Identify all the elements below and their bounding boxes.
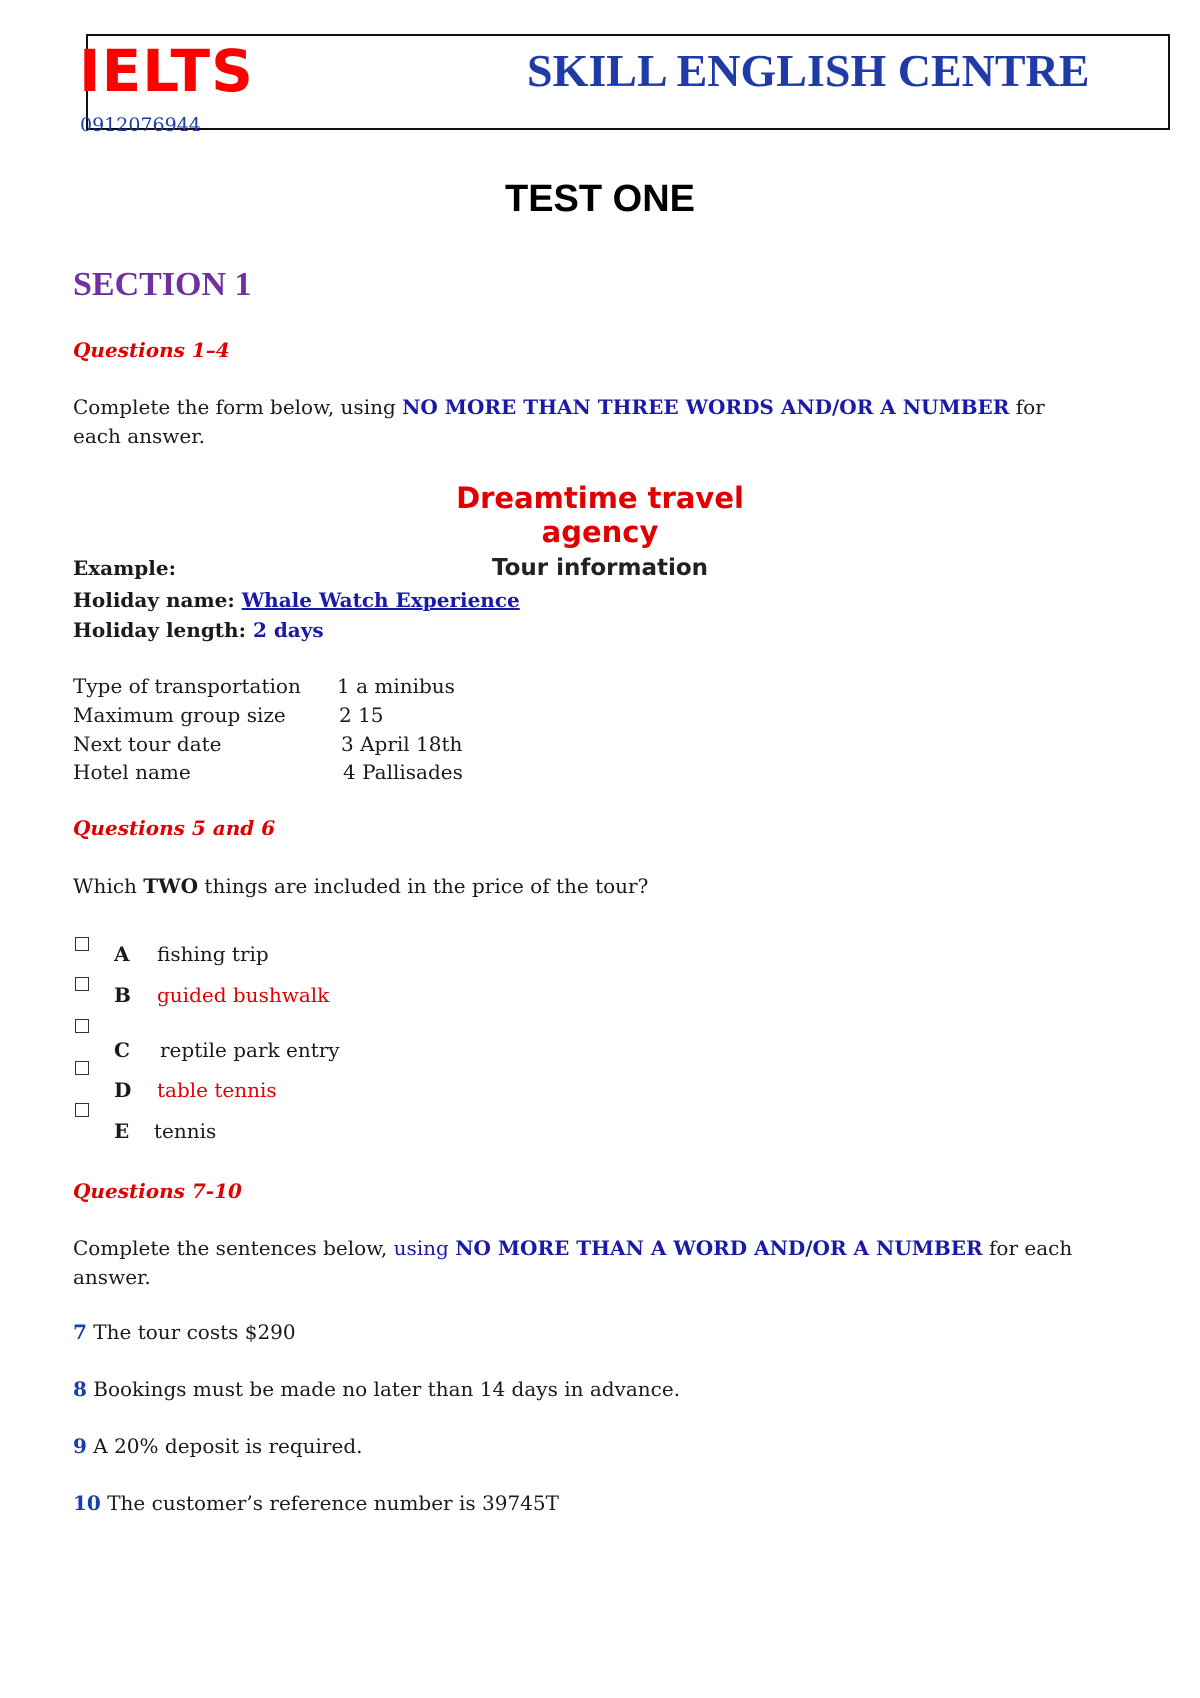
sentence-text: The customer’s reference number is 39745T xyxy=(107,1491,559,1515)
sentence-number: 7 xyxy=(73,1320,87,1344)
prompt-text-end: things are included in the price of the tour? xyxy=(198,874,649,898)
questions-7-10-instructions xyxy=(73,1234,1093,1292)
sentence-9 xyxy=(73,1436,362,1456)
option-checkbox[interactable] xyxy=(75,977,89,991)
prompt-emphasis: TWO xyxy=(143,874,199,898)
sentence-text: The tour costs $290 xyxy=(93,1320,296,1344)
sentence-number: 9 xyxy=(73,1434,87,1458)
sentence-7 xyxy=(73,1322,296,1342)
sentence-text: A 20% deposit is required. xyxy=(93,1434,363,1458)
sentence-number: 8 xyxy=(73,1377,87,1401)
option-letter: D xyxy=(114,1078,132,1102)
form-row-answer: 4 Pallisades xyxy=(343,760,463,784)
questions-5-6-heading: Questions 5 and 6 xyxy=(73,816,276,840)
form-row-answer: 2 15 xyxy=(339,703,384,727)
instr-word-limit: NO MORE THAN THREE WORDS AND/OR A NUMBER xyxy=(402,395,1010,419)
questions-5-6-prompt xyxy=(73,872,648,901)
sentence-10 xyxy=(73,1493,559,1513)
option-checkbox[interactable] xyxy=(75,937,89,951)
instr-using: using xyxy=(393,1236,456,1260)
instr-text: Complete the sentences below, xyxy=(73,1236,394,1260)
questions-1-4-heading: Questions 1–4 xyxy=(73,338,230,362)
form-title-line1: Dreamtime travel xyxy=(456,481,744,515)
form-row-label: Maximum group size xyxy=(73,703,286,727)
test-title: TEST ONE xyxy=(504,178,696,220)
option-letter: C xyxy=(114,1038,130,1062)
holiday-length-label: Holiday length: xyxy=(73,618,253,642)
phone-number: 0912076944 xyxy=(80,114,201,136)
option-letter: E xyxy=(114,1119,130,1143)
sentence-text: Bookings must be made no later than 14 days in advance. xyxy=(93,1377,681,1401)
form-row-label: Hotel name xyxy=(73,760,191,784)
sentence-8 xyxy=(73,1379,680,1399)
prompt-text: Which xyxy=(73,874,144,898)
holiday-length-value: 2 days xyxy=(252,618,324,642)
instr-text-end: for each answer. xyxy=(73,1236,1073,1289)
sentence-number: 10 xyxy=(73,1491,101,1515)
ielts-logo: IELTS xyxy=(79,37,254,105)
option-text: tennis xyxy=(154,1119,217,1143)
instr-text-end: for each answer. xyxy=(73,395,1045,448)
option-checkbox[interactable] xyxy=(75,1061,89,1075)
holiday-name-label: Holiday name: xyxy=(73,588,242,612)
example-label: Example: xyxy=(73,556,176,580)
instr-word-limit: NO MORE THAN A WORD AND/OR A NUMBER xyxy=(455,1236,983,1260)
section-title: SECTION 1 xyxy=(73,266,252,303)
option-text: guided bushwalk xyxy=(157,983,330,1007)
form-row-answer: 1 a minibus xyxy=(337,674,455,698)
option-text: reptile park entry xyxy=(160,1038,340,1062)
holiday-length-line xyxy=(73,620,324,640)
form-title-line2: agency xyxy=(541,515,659,549)
instr-text: Complete the form below, using xyxy=(73,395,403,419)
form-subtitle: Tour information xyxy=(491,555,709,581)
option-letter: A xyxy=(114,942,130,966)
option-letter: B xyxy=(114,983,131,1007)
option-text: fishing trip xyxy=(157,942,269,966)
form-row-answer: 3 April 18th xyxy=(341,732,463,756)
form-row-label: Type of transportation xyxy=(73,674,301,698)
questions-1-4-instructions xyxy=(73,393,1093,451)
centre-name: SKILL ENGLISH CENTRE xyxy=(527,45,1090,96)
holiday-name-value[interactable]: Whale Watch Experience xyxy=(241,588,520,612)
questions-7-10-heading: Questions 7-10 xyxy=(73,1179,242,1203)
option-checkbox[interactable] xyxy=(75,1103,89,1117)
form-row-label: Next tour date xyxy=(73,732,222,756)
option-checkbox[interactable] xyxy=(75,1019,89,1033)
option-text: table tennis xyxy=(157,1078,277,1102)
holiday-name-line xyxy=(73,590,520,610)
